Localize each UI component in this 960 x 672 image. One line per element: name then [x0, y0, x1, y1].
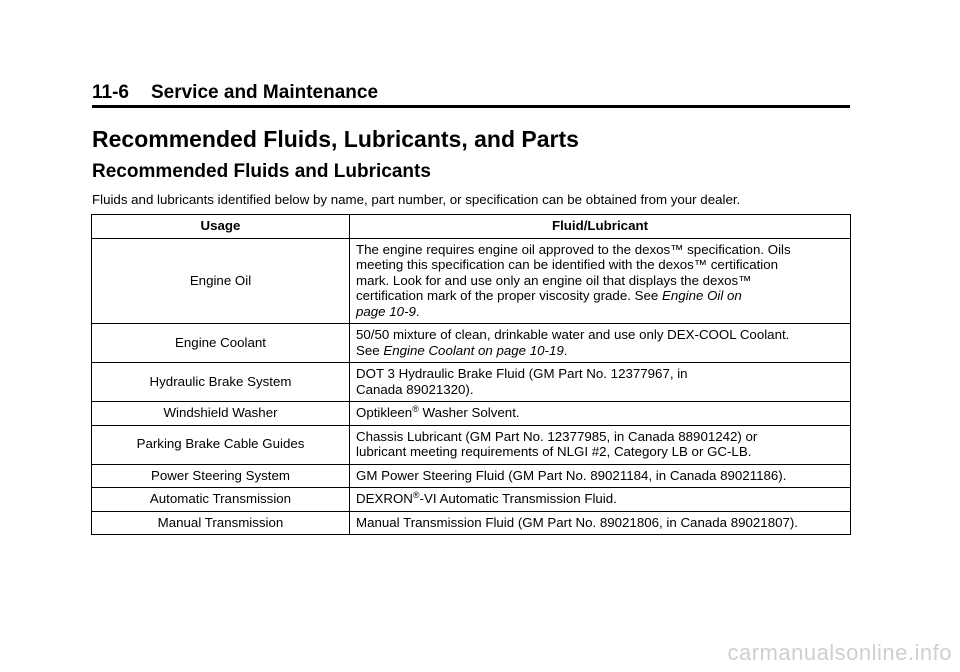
section-subtitle: Recommended Fluids and Lubricants — [92, 161, 431, 182]
fluid-cell: GM Power Steering Fluid (GM Part No. 89021184, in Canada 89021186). — [350, 464, 851, 488]
fluid-cell — [350, 425, 851, 464]
punctuation: . — [563, 342, 568, 358]
page-title: Recommended Fluids, Lubricants, and Parts — [92, 126, 579, 152]
page-reference-link[interactable]: Engine Coolant on page 10-19 — [383, 342, 564, 358]
usage-cell: Engine Oil — [92, 238, 350, 324]
page-reference-link[interactable]: page 10-9 — [356, 303, 416, 319]
fluid-text-line: 50/50 mixture of clean, drinkable water and use only DEX-COOL Coolant. — [356, 327, 790, 342]
fluid-text: DEXRON — [356, 491, 413, 506]
table-row — [92, 488, 851, 512]
fluid-text-line: The engine requires engine oil approved to the dexos™ specification. Oils — [356, 241, 791, 257]
usage-cell: Windshield Washer — [92, 402, 350, 426]
see-text: See — [356, 342, 384, 358]
fluid-text: Optikleen — [356, 405, 413, 420]
page-number: 11-6 — [92, 82, 129, 103]
table-row — [92, 402, 851, 426]
table-row — [92, 464, 851, 488]
fluid-cell — [350, 238, 851, 324]
usage-cell: Power Steering System — [92, 464, 350, 488]
section-title: Service and Maintenance — [150, 82, 379, 103]
fluid-cell — [350, 324, 851, 363]
fluid-cell — [350, 488, 851, 512]
table-row — [92, 238, 851, 324]
usage-cell: Parking Brake Cable Guides — [92, 425, 350, 464]
page-header — [92, 82, 850, 108]
registered-mark: ® — [412, 404, 419, 414]
fluids-table — [91, 214, 851, 535]
fluid-text: -VI Automatic Transmission Fluid. — [419, 491, 617, 506]
usage-cell: Automatic Transmission — [92, 488, 350, 512]
fluid-text: Washer Solvent. — [418, 405, 520, 420]
table-row — [92, 511, 851, 535]
fluid-text-line: Canada 89021320). — [356, 381, 474, 397]
fluid-cell — [350, 402, 851, 426]
column-header-usage: Usage — [92, 215, 350, 239]
intro-paragraph: Fluids and lubricants identified below by name, part number, or specification can be obtained from your dealer. — [92, 192, 741, 207]
fluid-text-line: DOT 3 Hydraulic Brake Fluid (GM Part No. 12377967, in — [356, 366, 688, 381]
registered-mark: ® — [412, 490, 420, 500]
fluid-text-line: lubricant meeting requirements of NLGI #2, Category LB or GC-LB. — [356, 444, 752, 459]
watermark: carmanualsonline.info — [727, 640, 952, 665]
usage-cell: Engine Coolant — [92, 324, 350, 363]
column-header-fluid: Fluid/Lubricant — [350, 215, 851, 239]
table-row — [92, 324, 851, 363]
fluid-cell — [350, 363, 851, 402]
usage-cell: Hydraulic Brake System — [92, 363, 350, 402]
fluid-text-line: Chassis Lubricant (GM Part No. 12377985, in Canada 88901242) or — [356, 428, 758, 444]
fluid-text-line: certification mark of the proper viscosity grade. See — [356, 288, 662, 303]
fluid-cell: Manual Transmission Fluid (GM Part No. 89021806, in Canada 89021807). — [350, 511, 851, 535]
punctuation: . — [415, 303, 420, 319]
table-row — [92, 425, 851, 464]
fluid-text-line: mark. Look for and use only an engine oil that displays the dexos™ — [356, 272, 752, 288]
page-reference-link[interactable]: Engine Oil on — [661, 288, 742, 303]
usage-cell: Manual Transmission — [92, 511, 350, 535]
fluid-text-line: meeting this specification can be identified with the dexos™ certification — [356, 257, 779, 272]
table-header-row — [92, 215, 851, 239]
table-row — [92, 363, 851, 402]
